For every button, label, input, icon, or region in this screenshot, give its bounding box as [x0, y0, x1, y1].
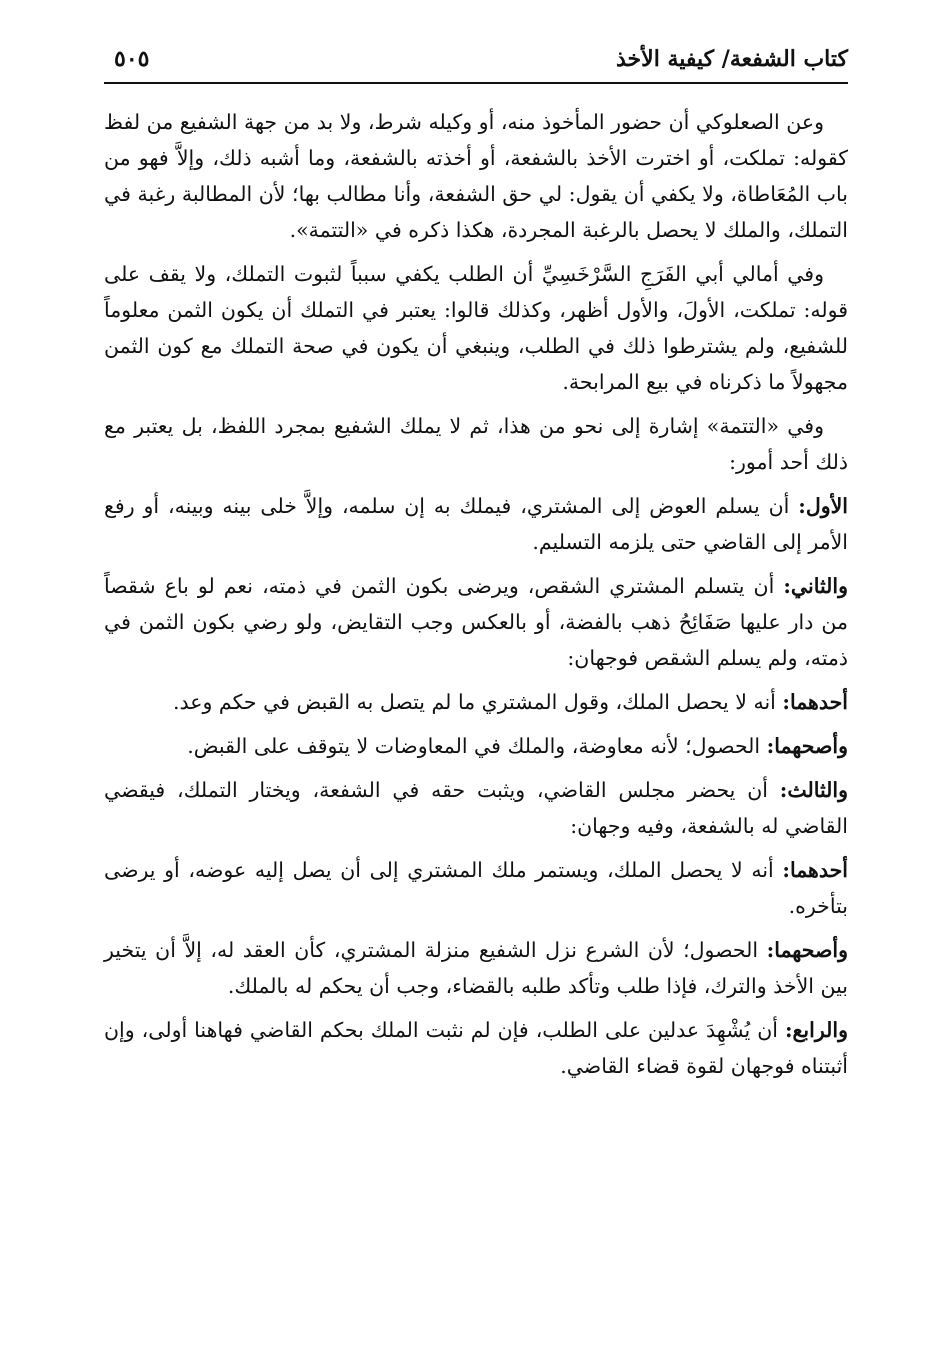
- paragraph-lead: والثاني:: [783, 574, 848, 598]
- paragraph-text: وفي «التتمة» إشارة إلى نحو من هذا، ثم لا يملك الشفيع بمجرد اللفظ، بل يعتبر مع ذلك أحد أمور:: [104, 414, 848, 474]
- paragraph-text: أن يسلم العوض إلى المشتري، فيملك به إن سلمه، وإلاَّ خلى بينه وبينه، أو رفع الأمر إلى القاضي حتى يلزمه التسليم.: [104, 494, 848, 554]
- paragraph-lead: أحدهما:: [782, 690, 848, 714]
- paragraph: [104, 104, 848, 248]
- paragraph-lead: وأصحهما:: [766, 734, 848, 758]
- header-rule: [104, 82, 848, 84]
- paragraph: [104, 1012, 848, 1084]
- page-body: [104, 104, 848, 1302]
- paragraph-lead: أحدهما:: [782, 858, 848, 882]
- paragraph-lead: والثالث:: [779, 778, 848, 802]
- paragraph-text: الحصول؛ لأنه معاوضة، والملك في المعاوضات لا يتوقف على القبض.: [187, 734, 767, 758]
- paragraph-lead: الأول:: [798, 494, 848, 518]
- paragraph-text: أن يتسلم المشتري الشقص، ويرضى بكون الثمن في ذمته، نعم لو باع شقصاً من دار عليها صَفَائِحُ ذهب بالفضة، أو بالعكس وجب التقايض، ولو رضي بكون الثمن في ذمته، ولم يسلم الشقص فوجهان:: [104, 574, 848, 670]
- paragraph: [104, 568, 848, 676]
- paragraph-text: وعن الصعلوكي أن حضور المأخوذ منه، أو وكيله شرط، ولا بد من جهة الشفيع من لفظ كقوله: تملكت، أو اخترت الأخذ بالشفعة، أو أخذته بالشفعة، وما أشبه ذلك، وإلاَّ فهو من باب المُعَاطاة، ولا يكفي أن يقول: لي حق الشفعة، وأنا مطالب بها؛ لأن المطالبة رغبة في التملك، والملك لا يحصل بالرغبة المجردة، هكذا ذكره في «التتمة».: [104, 110, 848, 242]
- paragraph-lead: وأصحهما:: [766, 938, 848, 962]
- paragraph: [104, 728, 848, 764]
- paragraph-text: أنه لا يحصل الملك، وقول المشتري ما لم يتصل به القبض في حكم وعد.: [173, 690, 783, 714]
- chapter-title: كتاب الشفعة/ كيفية الأخذ: [616, 46, 848, 72]
- page-number: ٥٠٥: [114, 46, 150, 72]
- paragraph: [104, 772, 848, 844]
- paragraph: [104, 852, 848, 924]
- paragraph-text: الحصول؛ لأن الشرع نزل الشفيع منزلة المشتري، كأن العقد له، إلاَّ أن يتخير بين الأخذ والترك، فإذا طلب وتأكد طلبه بالقضاء، وجب أن يحكم له بالملك.: [104, 938, 848, 998]
- paragraph-text: أن يحضر مجلس القاضي، ويثبت حقه في الشفعة، ويختار التملك، فيقضي القاضي له بالشفعة، وفيه وجهان:: [104, 778, 848, 838]
- paragraph-text: أنه لا يحصل الملك، ويستمر ملك المشتري إلى أن يصل إليه عوضه، أو يرضى بتأخره.: [104, 858, 848, 918]
- paragraph: [104, 256, 848, 400]
- paragraph-text: وفي أمالي أبي الفَرَجِ السَّرْخَسِيِّ أن الطلب يكفي سبباً لثبوت التملك، ولا يقف على قوله: تملكت، الأولَ، والأول أظهر، وكذلك قالوا: يعتبر في التملك أن يكون الثمن معلوماً للشفيع، ولم يشترطوا ذلك في الطلب، وينبغي أن يكون في صحة التملك مع كون الثمن مجهولاً ما ذكرناه في بيع المرابحة.: [104, 262, 848, 394]
- running-header: [104, 40, 848, 84]
- paragraph: [104, 408, 848, 480]
- paragraph-text: أن يُشْهِدَ عدلين على الطلب، فإن لم نثبت الملك بحكم القاضي فهاهنا أولى، وإن أثبتناه فوجهان لقوة قضاء القاضي.: [104, 1018, 848, 1078]
- paragraph: [104, 932, 848, 1004]
- paragraph: [104, 684, 848, 720]
- paragraph-lead: والرابع:: [784, 1018, 848, 1042]
- paragraph: [104, 488, 848, 560]
